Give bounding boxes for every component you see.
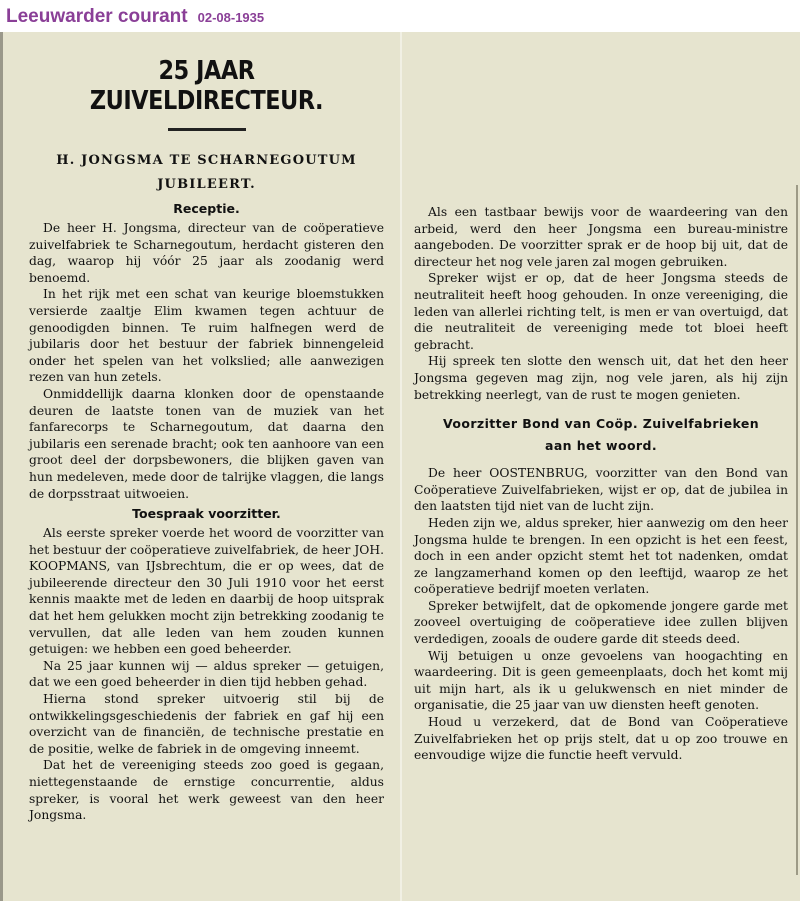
paragraph: Spreker betwijfelt, dat de opkomende jongere garde met zooveel overtuiging de coöperatieve idee zullen blijven verdedigen, zooals de oudere garde dit steeds deed. [414,598,788,647]
section-heading-receptie: Receptie. [173,201,240,216]
paragraph: Onmiddellijk daarna klonken door de openstaande deuren de laatste tonen van de muziek van het fanfarecorps te Scharnegoutum, dat daarna den jubilaris een serenade bracht; ook ten aanhoore van een groot deel der dorpsbewoners, die blijken gaven van hun medeleven, mede door de talrijke vlaggen, die langs de dorpsstraat uitwoeien. [29,386,384,501]
paragraph: Dat het de vereeniging steeds zoo goed is gegaan, niettegenstaande de ernstige concurrentie, aldus spreker, is vooral het werk geweest van den heer Jongsma. [29,758,384,823]
article-column-right [402,32,800,901]
paragraph: Als eerste spreker voerde het woord de voorzitter van het bestuur der coöperatieve zuivelfabriek, de heer JOH. KOOPMANS, van IJsbrechtum, die er op wees, dat de jubileerende directeur den 30 Juli 1910 voor het eerst kennis maakte met de leden en daarbij de hoop uitsprak dat het hem gelukken mocht zijn betrekking zoodanig te vervullen, dat alle leden van hem zouden kunnen getuigen: we hebben een goed beheerder. [29,526,384,657]
paragraph: Heden zijn we, aldus spreker, hier aanwezig om den heer Jongsma hulde te brengen. In een opzicht is het een feest, doch in een ander opzicht stemt het tot nadenken, omdat ze langzamerhand komen op den leeftijd, waarop ze het coöperatieve bedrijf moeten verlaten. [414,515,788,597]
paragraph: Wij betuigen u onze gevoelens van hoogachting en waardeering. Dit is geen gemeenplaats, doch het komt mij uit mijn hart, als ik u gelukwensch en niet minder de organisatie, die 25 jaar van uw diensten heeft genoten. [414,648,788,713]
paragraph: Hij spreek ten slotte den wensch uit, dat het den heer Jongsma gegeven mag zijn, nog vele jaren, als hij zijn betrekking neerlegt, van de rust te mogen genieten. [414,354,788,402]
section-heading-bond-line1: Voorzitter Bond van Coöp. Zuivelfabrieken [442,416,760,432]
paragraph: Na 25 jaar kunnen wij — aldus spreker — getuigen, dat we een goed beheerder in dien tijd hebben gehad. [29,658,384,690]
section-heading-toespraak: Toespraak voorzitter. [132,506,281,522]
section-heading-bond [414,413,788,457]
article-headline: 25 JAAR ZUIVELDIRECTEUR. [89,56,324,116]
right-body-1 [414,204,788,403]
article-subheading-line2: JUBILEERT. [157,177,256,192]
left-body-1 [29,220,384,502]
publication-header [0,0,800,32]
paragraph: Houd u verzekerd, dat de Bond van Coöperatieve Zuivelfabrieken het op prijs stelt, dat u op zoo trouwe en eenvoudige wijze die functie heeft vervuld. [414,715,788,763]
article-subheading-line1: H. JONGSMA TE SCHARNEGOUTUM [56,153,357,168]
scan-edge [796,185,798,875]
right-body-2 [414,465,788,764]
paragraph: De heer OOSTENBRUG, voorzitter van den Bond van Coöperatieve Zuivelfabrieken, wijst er op, dat de jubilea in den laatsten tijd niet van de lucht zijn. [414,466,788,514]
publication-date: 02-08-1935 [197,10,265,25]
headline-rule [168,128,246,131]
paragraph: Hierna stond spreker uitvoerig stil bij de ontwikkelingsgeschiedenis der fabriek en gaf hij een overzicht van de financiën, de technische prestatie en de positie, welke de fabriek in de omgeving inneemt. [29,692,384,756]
publication-name: Leeuwarder courant [6,6,188,27]
article-column-left [0,32,400,901]
paragraph: Als een tastbaar bewijs voor de waardeering van den arbeid, werd den heer Jongsma een bureau-ministre aangeboden. De voorzitter sprak er de hoop bij uit, dat de directeur het nog vele jaren zal mogen gebruiken. [414,205,788,269]
paragraph: De heer H. Jongsma, directeur van de coöperatieve zuivelfabriek te Scharnegoutum, herdacht gisteren den dag, waarop hij vóór 25 jaar als zoodanig werd benoemd. [29,221,384,285]
section-heading-bond-line2: aan het woord. [544,438,657,454]
paragraph: In het rijk met een schat van keurige bloemstukken versierde zaaltje Elim kwamen tegen achtuur de genoodigden binnen. Te ruim halfnegen werd de jubilaris door het bestuur der fabriek binnengeleid onder het spelen van het volkslied; alle aanwezigen rezen van hun zetels. [29,287,384,385]
paragraph: Spreker wijst er op, dat de heer Jongsma steeds de neutraliteit heeft hoog gehouden. In onze vereeniging, die leden van allerlei richting telt, is men er van overtuigd, dat die neutraliteit de vereeniging mede tot bloei heeft gebracht. [414,271,788,352]
left-body-2 [29,525,384,824]
